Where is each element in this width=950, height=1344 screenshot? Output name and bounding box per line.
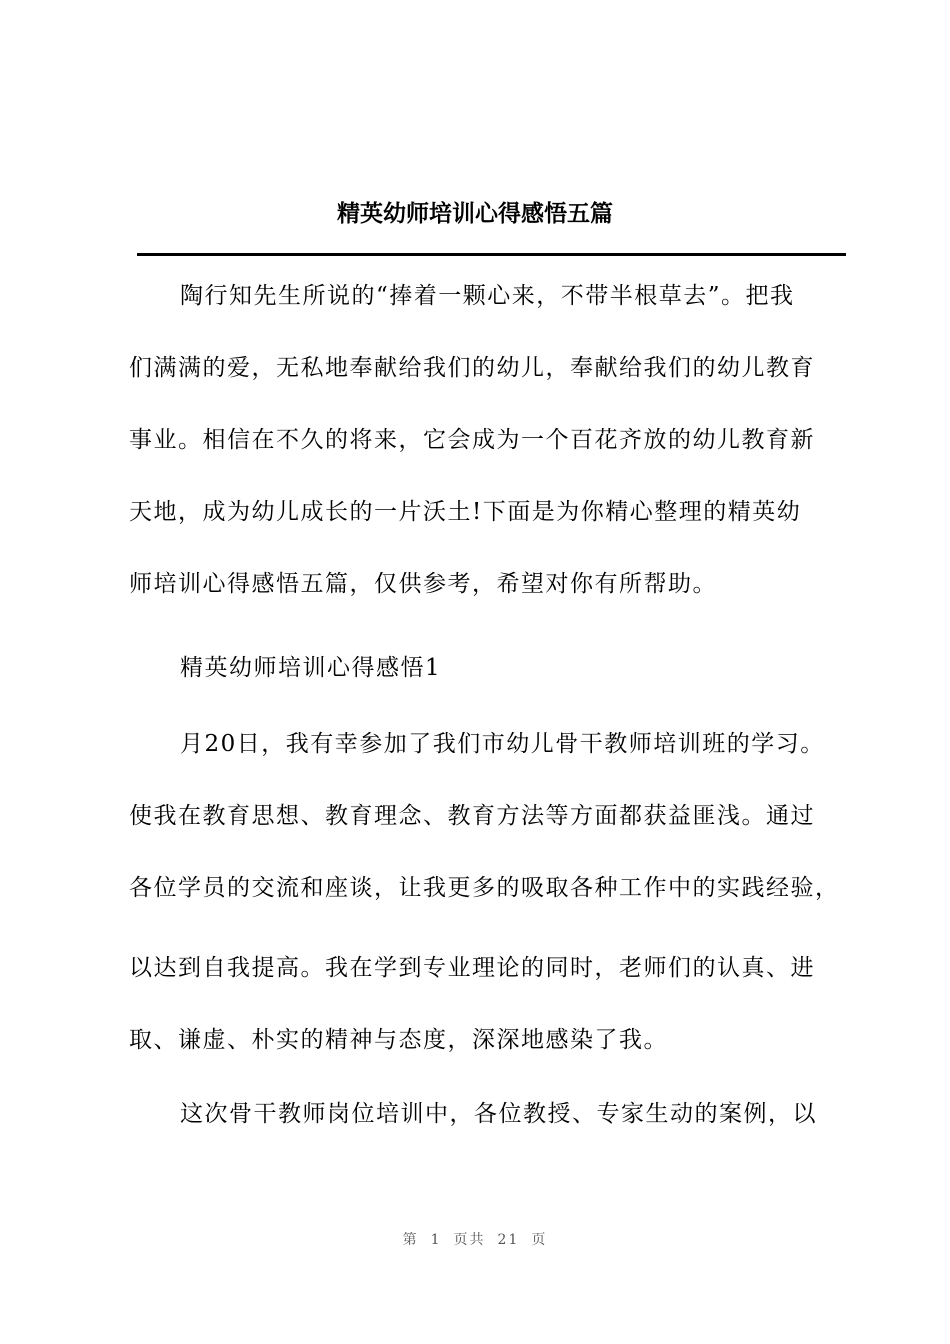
footer-total-unit: 页 <box>531 1232 548 1248</box>
body-line: 各位学员的交流和座谈，让我更多的吸取各种工作中的实践经验， <box>129 875 840 901</box>
body-line: 天地，成为幼儿成长的一片沃土!下面是为你精心整理的精英幼 <box>129 499 802 525</box>
footer-page-unit: 页共 <box>453 1232 486 1248</box>
section-heading: 精英幼师培训心得感悟1 <box>180 655 442 681</box>
body-line: 事业。相信在不久的将来，它会成为一个百花齐放的幼儿教育新 <box>129 427 815 453</box>
body-line: 这次骨干教师岗位培训中，各位教授、专家生动的案例，以 <box>180 1101 817 1127</box>
document-title: 精英幼师培训心得感悟五篇 <box>337 200 613 227</box>
footer-page-number: 1 <box>430 1232 442 1248</box>
page-footer <box>0 1229 950 1249</box>
body-line: 师培训心得感悟五篇，仅供参考，希望对你有所帮助。 <box>129 571 717 597</box>
body-line: 月20日，我有幸参加了我们市幼儿骨干教师培训班的学习。 <box>180 731 825 757</box>
body-line: 以达到自我提高。我在学到专业理论的同时，老师们的认真、进 <box>129 955 815 981</box>
body-line: 取、谦虚、朴实的精神与态度，深深地感染了我。 <box>129 1027 668 1053</box>
body-line: 们满满的爱，无私地奉献给我们的幼儿，奉献给我们的幼儿教育 <box>129 355 815 381</box>
footer-total-pages: 21 <box>497 1232 520 1248</box>
footer-page-label: 第 <box>402 1232 419 1248</box>
body-line: 陶行知先生所说的“捧着一颗心来，不带半根草去”。把我 <box>180 283 795 309</box>
title-underline <box>137 253 846 256</box>
body-line: 使我在教育思想、教育理念、教育方法等方面都获益匪浅。通过 <box>129 803 815 829</box>
